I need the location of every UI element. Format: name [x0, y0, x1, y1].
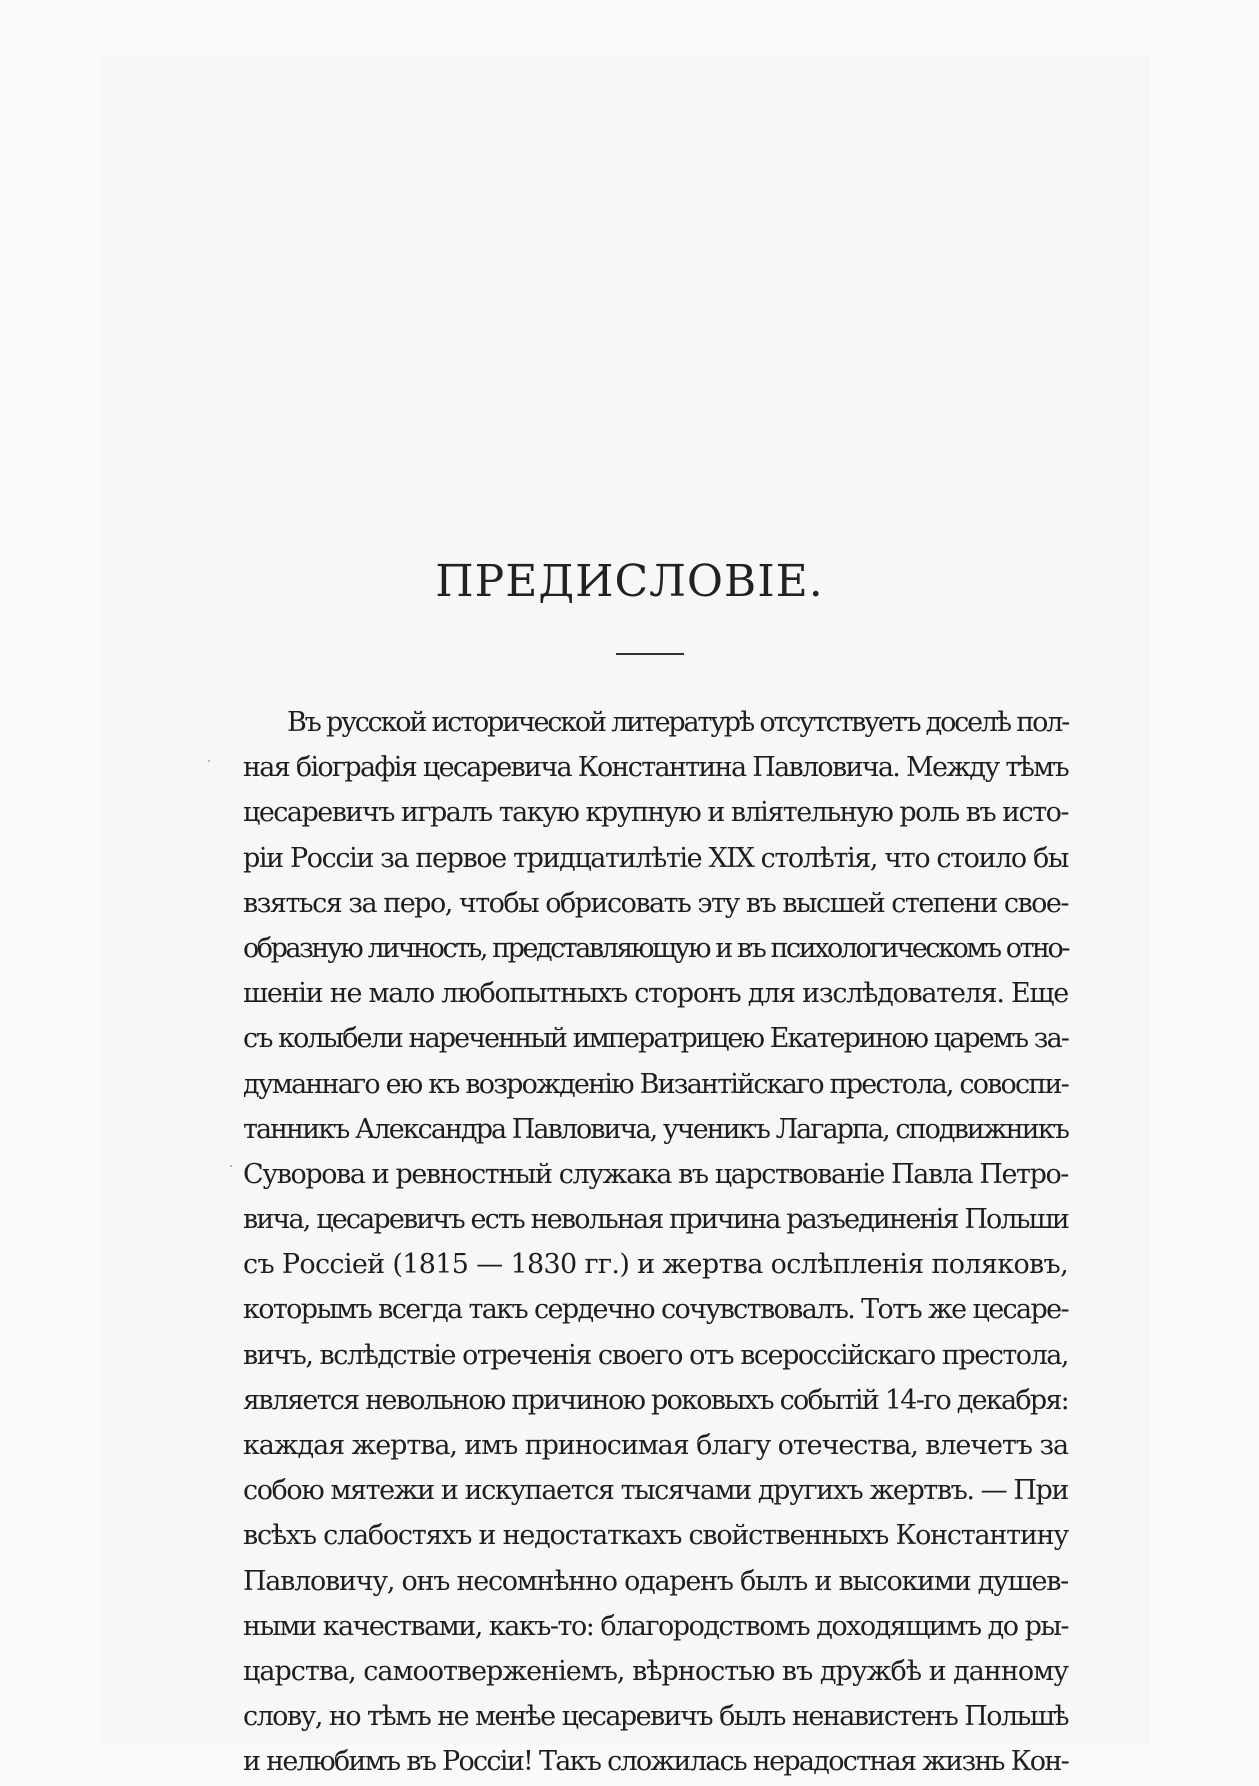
preface-paragraph: [243, 700, 1068, 1785]
text-line: вичъ, вслѣдствіе отреченія своего отъ всероссійскаго престола,: [243, 1339, 1068, 1371]
text-line: каждая жертва, имъ приносимая благу отечества, влечетъ за: [243, 1430, 1068, 1461]
text-line: образную личность, представляющую и въ психологическомъ отно-: [243, 932, 1068, 964]
text-line: слову, но тѣмъ не менѣе цесаревичъ былъ ненавистенъ Польшѣ: [243, 1701, 1068, 1733]
text-line: царства, самоотверженіемъ, вѣрностью въ дружбѣ и данному: [243, 1655, 1068, 1687]
text-line: Павловичу, онъ несомнѣнно одаренъ былъ и высокими душев-: [243, 1565, 1068, 1597]
text-line: и нелюбимъ въ Россіи! Такъ сложилась нерадостная жизнь Кон-: [243, 1746, 1068, 1778]
text-line: является невольною причиною роковыхъ событій 14-го декабря:: [243, 1384, 1068, 1416]
margin-speck: [230, 1165, 232, 1167]
text-line: танникъ Александра Павловича, ученикъ Лагарпа, сподвижникъ: [243, 1113, 1068, 1145]
text-line: ная біографія цесаревича Константина Павловича. Между тѣмъ: [243, 752, 1068, 784]
text-line: Въ русской исторической литературѣ отсутствуетъ доселѣ пол-: [287, 707, 1068, 738]
text-line: которымъ всегда такъ сердечно сочувствовалъ. Тотъ же цесаре-: [243, 1294, 1068, 1326]
text-line: съ Россіей (1815 — 1830 гг.) и жертва ослѣпленія поляковъ,: [243, 1249, 1068, 1281]
text-line: ріи Россіи за первое тридцатилѣтіе XIX столѣтія, что стоило бы: [243, 842, 1068, 874]
text-line: шеніи не мало любопытныхъ сторонъ для изслѣдователя. Еще: [243, 978, 1068, 1010]
page-title: ПРЕДИСЛОВІЕ.: [435, 556, 824, 607]
text-line: всѣхъ слабостяхъ и недостаткахъ свойственныхъ Константину: [243, 1520, 1068, 1552]
margin-speck: [208, 760, 210, 762]
text-line: взяться за перо, чтобы обрисовать эту въ высшей степени свое-: [243, 887, 1068, 919]
text-line: собою мятежи и искупается тысячами другихъ жертвъ. — При: [243, 1475, 1068, 1507]
title-divider: [616, 653, 684, 655]
text-line: думаннаго ею къ возрожденію Византійскаго престола, совоспи-: [243, 1068, 1068, 1100]
text-line: съ колыбели нареченный императрицею Екатериною царемъ за-: [243, 1023, 1068, 1055]
text-line: вича, цесаревичъ есть невольная причина разъединенія Польши: [243, 1204, 1068, 1236]
text-line: ными качествами, какъ-то: благородствомъ доходящимъ до ры-: [243, 1610, 1068, 1642]
text-line: Суворова и ревностный служака въ царствованіе Павла Петро-: [243, 1158, 1068, 1190]
text-line: цесаревичъ игралъ такую крупную и вліятельную роль въ исто-: [243, 797, 1068, 829]
